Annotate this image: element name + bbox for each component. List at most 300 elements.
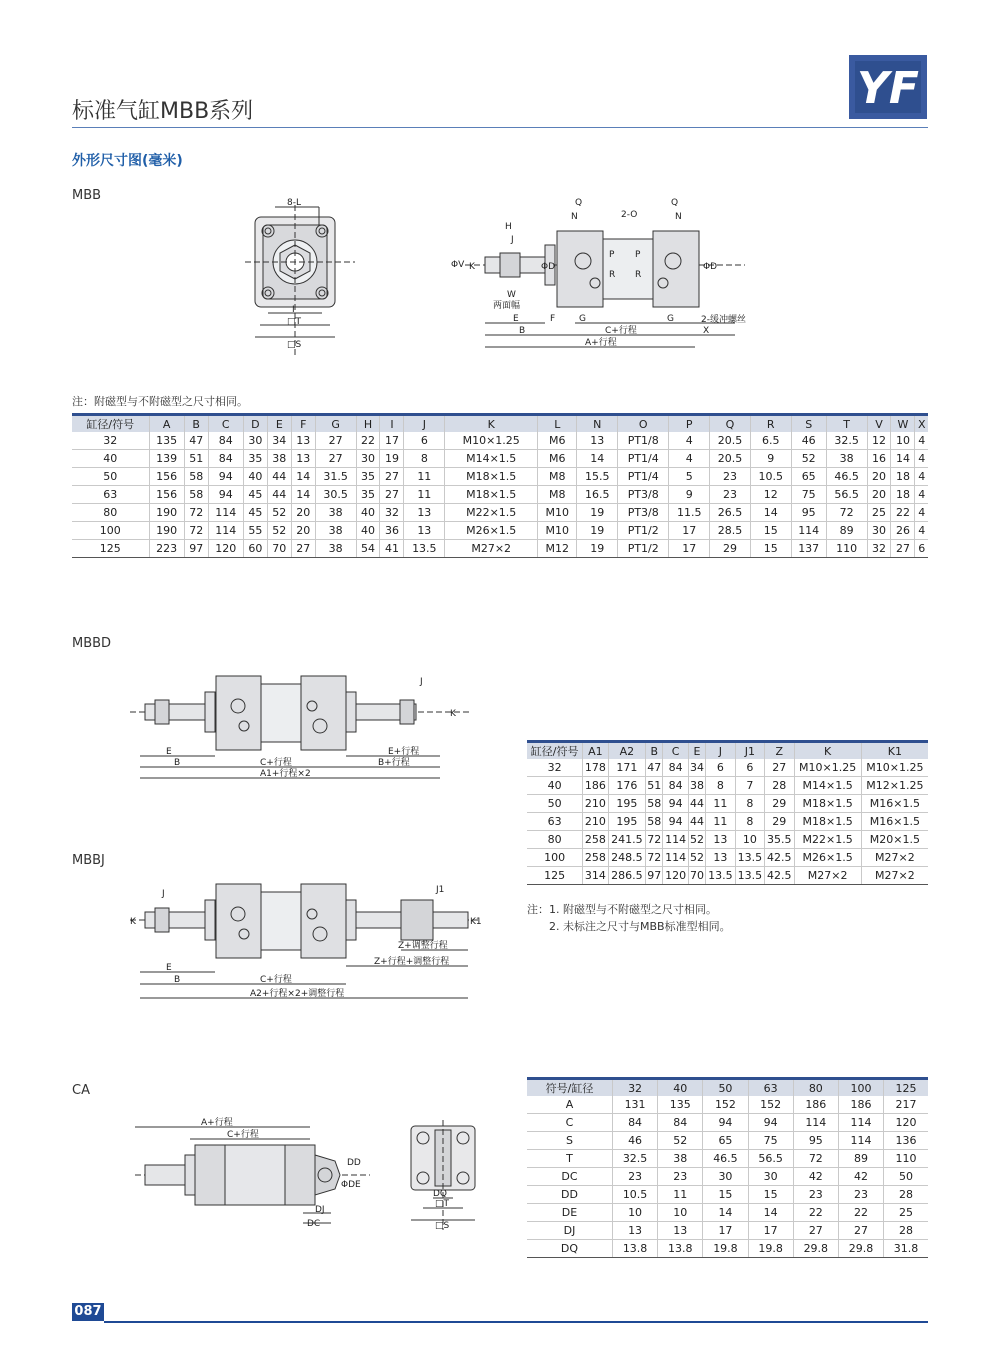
table-cell: 20.5 — [710, 450, 751, 468]
table-cell: 32 — [527, 759, 583, 777]
brand-logo — [849, 55, 927, 119]
table-cell: 27 — [765, 759, 794, 777]
table-cell: 136 — [884, 1132, 928, 1150]
ca-label: CA — [72, 1083, 90, 1098]
table-cell: 29.8 — [793, 1240, 838, 1258]
table-cell: T — [527, 1150, 612, 1168]
table-cell: 210 — [583, 813, 608, 831]
table-cell: 94 — [208, 468, 243, 486]
table-cell: 38 — [315, 522, 356, 540]
table-cell: 8 — [735, 813, 764, 831]
table-cell: PT1/8 — [618, 432, 669, 450]
table-header-cell: 125 — [884, 1079, 928, 1097]
table-cell: 20 — [867, 468, 891, 486]
dim-t: □T — [287, 317, 302, 327]
ca-dim-dd: DD — [347, 1158, 361, 1168]
table-cell: 125 — [72, 540, 149, 558]
table-cell: 152 — [703, 1096, 748, 1114]
table-cell: 4 — [669, 450, 710, 468]
table-cell: 258 — [583, 831, 608, 849]
table-cell: M27×2 — [445, 540, 538, 558]
table-cell: 23 — [658, 1168, 703, 1186]
table-header-cell: K — [794, 742, 861, 760]
dim-q2: Q — [671, 198, 679, 208]
table-header-cell: B — [646, 742, 663, 760]
table-cell: 156 — [149, 468, 184, 486]
table-cell: 22 — [793, 1204, 838, 1222]
table-cell: 28 — [884, 1186, 928, 1204]
dim-h: H — [505, 222, 512, 232]
table-cell: 35 — [356, 468, 380, 486]
table-cell: 13 — [291, 432, 315, 450]
table-cell: 314 — [583, 867, 608, 885]
table-cell: 80 — [527, 831, 583, 849]
table-cell: DD — [527, 1186, 612, 1204]
table-cell: 40 — [72, 450, 149, 468]
table-cell: M27×2 — [861, 867, 928, 885]
mbb-note: 注：附磁型与不附磁型之尺寸相同。 — [72, 395, 248, 408]
table-cell: 72 — [184, 504, 208, 522]
table-header-cell: 80 — [793, 1079, 838, 1097]
table-cell: 52 — [791, 450, 826, 468]
table-cell: 56.5 — [826, 486, 867, 504]
table-cell: 13 — [404, 522, 445, 540]
table-cell: 13 — [612, 1222, 657, 1240]
dim-r1: R — [609, 270, 616, 280]
table-cell: 19 — [577, 504, 618, 522]
table-header-cell: A — [149, 415, 184, 433]
ca-dim-dj: DJ — [315, 1205, 325, 1215]
table-cell: 94 — [748, 1114, 793, 1132]
mbbd-label: MBBD — [72, 636, 112, 651]
table-cell: 46.5 — [703, 1150, 748, 1168]
table-row — [527, 1168, 928, 1186]
table-cell: 51 — [646, 777, 663, 795]
table-cell: 23 — [793, 1186, 838, 1204]
table-row — [527, 831, 928, 849]
table-cell: 47 — [184, 432, 208, 450]
table-header-cell: A2 — [608, 742, 646, 760]
mbbj-dim-z: Z+调整行程 — [398, 941, 448, 951]
table-cell: M26×1.5 — [445, 522, 538, 540]
table-cell: 120 — [208, 540, 243, 558]
table-row — [72, 522, 928, 540]
ca-dim-a: A+行程 — [201, 1118, 233, 1128]
mbbd-dim-b2: B+行程 — [378, 758, 410, 768]
table-cell: 44 — [688, 795, 705, 813]
table-cell: 89 — [826, 522, 867, 540]
table-cell: 210 — [583, 795, 608, 813]
table-cell: M8 — [538, 468, 577, 486]
table-cell: 6 — [735, 759, 764, 777]
table-header-cell: E — [267, 415, 291, 433]
table-cell: 17 — [748, 1222, 793, 1240]
table-cell: 27 — [291, 540, 315, 558]
table-cell: 38 — [688, 777, 705, 795]
table-cell: PT3/8 — [618, 486, 669, 504]
table-cell: DJ — [527, 1222, 612, 1240]
table-cell: 31.5 — [315, 468, 356, 486]
table-cell: 34 — [688, 759, 705, 777]
dim-cushion: 2-缓冲螺丝 — [701, 315, 746, 325]
dim-n1: N — [571, 212, 578, 222]
table-cell: 6 — [915, 540, 928, 558]
table-cell: 30 — [748, 1168, 793, 1186]
ca-dim-dc: DC — [307, 1219, 321, 1229]
table-header-cell: Z — [765, 742, 794, 760]
ca-dim-de: ΦDE — [341, 1180, 361, 1190]
table-cell: 10 — [658, 1204, 703, 1222]
table-cell: 55 — [243, 522, 267, 540]
dim-d2: ΦD — [703, 262, 718, 272]
table-cell: 195 — [608, 813, 646, 831]
table-cell: 139 — [149, 450, 184, 468]
table-cell: 40 — [527, 777, 583, 795]
table-cell: 20 — [291, 504, 315, 522]
table-header-cell: S — [791, 415, 826, 433]
table-cell: 9 — [669, 486, 710, 504]
dim-o: 2-O — [621, 210, 638, 220]
table-cell: 31.8 — [884, 1240, 928, 1258]
table-cell: 30.5 — [315, 486, 356, 504]
mbbj-dim-k1: K1 — [470, 917, 482, 927]
table-cell: 38 — [826, 450, 867, 468]
ca-dimension-table — [527, 1077, 928, 1258]
table-cell: M6 — [538, 432, 577, 450]
table-row — [527, 759, 928, 777]
mbbj-drawing — [130, 872, 490, 1007]
table-cell: 114 — [208, 522, 243, 540]
table-cell: 18 — [891, 468, 915, 486]
mbbd-dim-k: K — [450, 709, 456, 719]
table-header-cell: 缸径/符号 — [72, 415, 149, 433]
table-cell: M27×2 — [794, 867, 861, 885]
table-cell: 7 — [735, 777, 764, 795]
table-cell: 40 — [243, 468, 267, 486]
mbbj-dim-j: J — [162, 889, 165, 899]
table-cell: 17 — [669, 522, 710, 540]
table-cell: 23 — [838, 1186, 883, 1204]
table-header-cell: C — [663, 742, 688, 760]
table-row — [527, 1222, 928, 1240]
table-cell: 137 — [791, 540, 826, 558]
dim-w: W — [507, 290, 516, 300]
table-cell: 17 — [669, 540, 710, 558]
table-cell: 223 — [149, 540, 184, 558]
table-cell: 28.5 — [710, 522, 751, 540]
table-row — [72, 432, 928, 450]
table-row — [72, 450, 928, 468]
table-cell: M12 — [538, 540, 577, 558]
table-cell: 46.5 — [826, 468, 867, 486]
table-cell: 52 — [658, 1132, 703, 1150]
table-cell: 15 — [748, 1186, 793, 1204]
table-cell: 70 — [267, 540, 291, 558]
table-cell: 14 — [750, 504, 791, 522]
table-header-cell: F — [291, 415, 315, 433]
mbbj-dim-z2: Z+行程+调整行程 — [374, 957, 450, 967]
table-cell: 35.5 — [765, 831, 794, 849]
table-cell: 17 — [380, 432, 404, 450]
table-cell: 14 — [891, 450, 915, 468]
table-row — [527, 813, 928, 831]
table-header-cell: X — [915, 415, 928, 433]
table-header-cell: W — [891, 415, 915, 433]
table-header-cell: L — [538, 415, 577, 433]
table-cell: 8 — [735, 795, 764, 813]
table-cell: 84 — [208, 450, 243, 468]
table-cell: 32 — [867, 540, 891, 558]
table-cell: 114 — [663, 831, 688, 849]
table-cell: S — [527, 1132, 612, 1150]
table-cell: 26 — [891, 522, 915, 540]
table-cell: 45 — [243, 504, 267, 522]
ca-side-view — [135, 1115, 375, 1230]
table-cell: 14 — [703, 1204, 748, 1222]
table-cell: 34 — [267, 432, 291, 450]
table-cell: 63 — [72, 486, 149, 504]
table-cell: 258 — [583, 849, 608, 867]
table-cell: 176 — [608, 777, 646, 795]
table-row — [527, 795, 928, 813]
mbb-label: MBB — [72, 188, 102, 203]
table-cell: 11.5 — [669, 504, 710, 522]
table-cell: 97 — [646, 867, 663, 885]
table-cell: 38 — [315, 504, 356, 522]
table-cell: 84 — [663, 777, 688, 795]
table-cell: 42 — [838, 1168, 883, 1186]
table-cell: 32.5 — [826, 432, 867, 450]
table-row — [527, 1114, 928, 1132]
table-cell: 13 — [577, 432, 618, 450]
mbbd-note-2: 2. 未标注之尺寸与MBB标准型相同。 — [549, 920, 731, 933]
table-cell: 20 — [867, 486, 891, 504]
table-cell: 23 — [710, 468, 751, 486]
table-header-cell: N — [577, 415, 618, 433]
table-cell: PT1/2 — [618, 540, 669, 558]
table-cell: 171 — [608, 759, 646, 777]
table-cell: 10.5 — [750, 468, 791, 486]
page-number: 087 — [72, 1303, 104, 1321]
table-cell: PT3/8 — [618, 504, 669, 522]
mbbd-dim-c: C+行程 — [260, 758, 292, 768]
table-cell: M10×1.25 — [861, 759, 928, 777]
table-cell: PT1/4 — [618, 468, 669, 486]
mbbj-dim-a2: A2+行程×2+调整行程 — [250, 989, 345, 999]
table-header-cell: 符号/缸径 — [527, 1079, 612, 1097]
table-cell: M14×1.5 — [794, 777, 861, 795]
table-cell: 51 — [184, 450, 208, 468]
table-cell: 4 — [915, 432, 928, 450]
table-cell: 195 — [608, 795, 646, 813]
section-title: 外形尺寸图(毫米) — [72, 153, 183, 169]
table-row — [527, 1096, 928, 1114]
table-cell: 75 — [748, 1132, 793, 1150]
table-cell: 13 — [658, 1222, 703, 1240]
table-cell: DQ — [527, 1240, 612, 1258]
logo-text: YF — [857, 63, 919, 114]
table-cell: 6 — [404, 432, 445, 450]
mbbj-label: MBBJ — [72, 853, 105, 868]
mbbd-dim-b: B — [174, 758, 181, 768]
table-cell: 94 — [663, 795, 688, 813]
table-cell: 13.8 — [612, 1240, 657, 1258]
table-header-cell: J — [706, 742, 735, 760]
table-cell: 19.8 — [703, 1240, 748, 1258]
table-cell: 32 — [72, 432, 149, 450]
table-cell: M14×1.5 — [445, 450, 538, 468]
table-cell: 58 — [184, 468, 208, 486]
dim-n2: N — [675, 212, 682, 222]
table-cell: 41 — [380, 540, 404, 558]
table-cell: 190 — [149, 504, 184, 522]
table-cell: 29.8 — [838, 1240, 883, 1258]
mbbd-dim-a1: A1+行程×2 — [260, 769, 311, 779]
table-cell: 178 — [583, 759, 608, 777]
table-cell: 13 — [404, 504, 445, 522]
table-cell: 27 — [838, 1222, 883, 1240]
table-cell: 84 — [612, 1114, 657, 1132]
table-cell: M18×1.5 — [445, 468, 538, 486]
table-cell: 52 — [267, 522, 291, 540]
table-cell: 152 — [748, 1096, 793, 1114]
dim-r2: R — [635, 270, 642, 280]
table-cell: 22 — [356, 432, 380, 450]
table-cell: 5 — [669, 468, 710, 486]
page-title: 标准气缸MBB系列 — [72, 99, 254, 124]
table-cell: 38 — [315, 540, 356, 558]
table-cell: 10 — [612, 1204, 657, 1222]
table-cell: 18 — [891, 486, 915, 504]
table-header-cell: 63 — [748, 1079, 793, 1097]
table-cell: 8 — [404, 450, 445, 468]
dim-q1: Q — [575, 198, 583, 208]
table-cell: 4 — [915, 522, 928, 540]
table-cell: 125 — [527, 867, 583, 885]
dim-p2: P — [635, 250, 641, 260]
table-header-cell: H — [356, 415, 380, 433]
table-cell: 72 — [646, 831, 663, 849]
table-cell: 30 — [867, 522, 891, 540]
table-cell: 72 — [793, 1150, 838, 1168]
table-cell: 16 — [867, 450, 891, 468]
table-row — [527, 1240, 928, 1258]
table-cell: 114 — [791, 522, 826, 540]
table-cell: M16×1.5 — [861, 813, 928, 831]
table-cell: 13.5 — [706, 867, 735, 885]
table-header-cell: 32 — [612, 1079, 657, 1097]
table-cell: M12×1.25 — [861, 777, 928, 795]
table-row — [72, 540, 928, 558]
table-cell: 15 — [703, 1186, 748, 1204]
table-cell: M20×1.5 — [861, 831, 928, 849]
table-cell: 11 — [404, 468, 445, 486]
table-cell: M10×1.25 — [445, 432, 538, 450]
table-cell: 156 — [149, 486, 184, 504]
table-cell: 28 — [765, 777, 794, 795]
table-row — [527, 777, 928, 795]
table-cell: 13.5 — [735, 867, 764, 885]
table-cell: 19 — [577, 522, 618, 540]
table-cell: 114 — [838, 1114, 883, 1132]
dim-l: 8-L — [287, 198, 301, 208]
table-cell: 114 — [838, 1132, 883, 1150]
table-cell: 11 — [658, 1186, 703, 1204]
table-cell: 42 — [793, 1168, 838, 1186]
table-cell: 30 — [703, 1168, 748, 1186]
table-cell: 40 — [356, 504, 380, 522]
table-cell: 47 — [646, 759, 663, 777]
dim-j: J — [511, 235, 514, 245]
table-cell: 6 — [706, 759, 735, 777]
table-cell: 46 — [791, 432, 826, 450]
table-cell: DE — [527, 1204, 612, 1222]
table-cell: 4 — [915, 486, 928, 504]
table-header-cell: 40 — [658, 1079, 703, 1097]
table-cell: M18×1.5 — [794, 813, 861, 831]
table-cell: 22 — [891, 504, 915, 522]
table-row — [527, 867, 928, 885]
table-cell: 94 — [703, 1114, 748, 1132]
table-cell: 20 — [291, 522, 315, 540]
table-cell: 26.5 — [710, 504, 751, 522]
table-cell: 110 — [884, 1150, 928, 1168]
table-cell: 27 — [793, 1222, 838, 1240]
table-cell: M10 — [538, 504, 577, 522]
table-cell: 32.5 — [612, 1150, 657, 1168]
table-cell: 97 — [184, 540, 208, 558]
dim-k: K — [469, 262, 475, 272]
table-cell: 84 — [208, 432, 243, 450]
table-cell: 10 — [891, 432, 915, 450]
table-cell: 84 — [658, 1114, 703, 1132]
table-cell: PT1/4 — [618, 450, 669, 468]
table-cell: 16.5 — [577, 486, 618, 504]
ca-dim-c: C+行程 — [227, 1130, 259, 1140]
dim-g1: G — [579, 314, 586, 324]
mbbd-dimension-table — [527, 740, 928, 885]
table-cell: 23 — [612, 1168, 657, 1186]
table-header-cell: G — [315, 415, 356, 433]
table-cell: 4 — [669, 432, 710, 450]
table-cell: 114 — [208, 504, 243, 522]
table-cell: 63 — [527, 813, 583, 831]
table-cell: 44 — [267, 486, 291, 504]
table-cell: 4 — [915, 504, 928, 522]
table-header-cell: Q — [710, 415, 751, 433]
table-cell: 27 — [315, 432, 356, 450]
table-cell: M18×1.5 — [794, 795, 861, 813]
table-cell: M22×1.5 — [794, 831, 861, 849]
table-cell: M10 — [538, 522, 577, 540]
table-cell: 190 — [149, 522, 184, 540]
table-cell: 14 — [291, 468, 315, 486]
dim-w2: 两面幅 — [493, 301, 521, 311]
table-cell: 22 — [838, 1204, 883, 1222]
table-cell: 72 — [646, 849, 663, 867]
table-cell: DC — [527, 1168, 612, 1186]
table-cell: 72 — [184, 522, 208, 540]
table-cell: 30 — [356, 450, 380, 468]
table-cell: 11 — [706, 795, 735, 813]
table-row — [72, 504, 928, 522]
dim-g2: G — [667, 314, 674, 324]
table-cell: 135 — [658, 1096, 703, 1114]
table-cell: 131 — [612, 1096, 657, 1114]
table-cell: 50 — [884, 1168, 928, 1186]
table-cell: 17 — [703, 1222, 748, 1240]
dim-i: I — [292, 305, 295, 315]
